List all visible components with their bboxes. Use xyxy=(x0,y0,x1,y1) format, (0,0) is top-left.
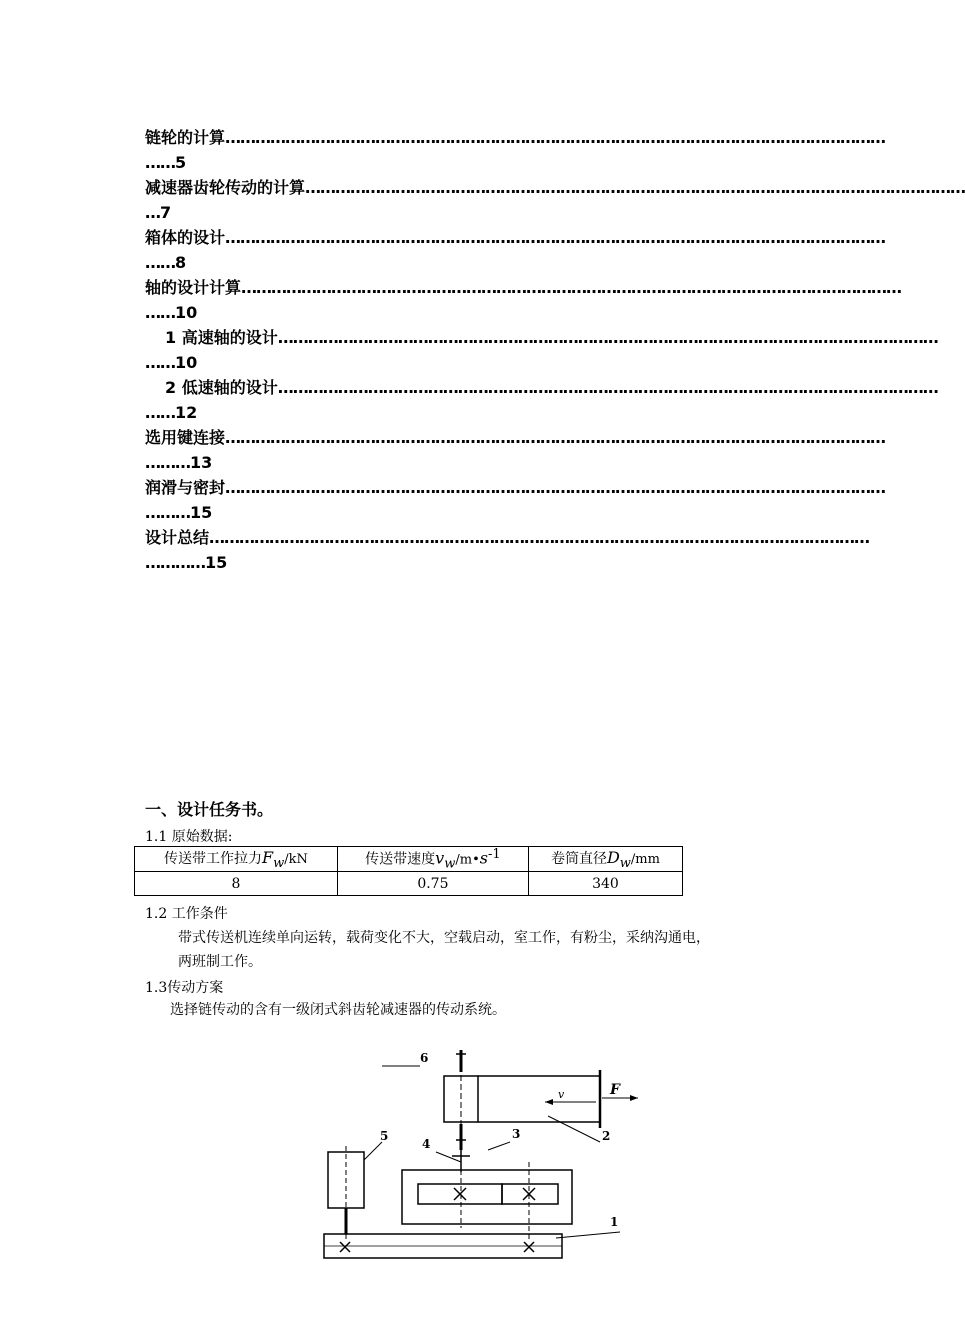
toc-title: 润滑与密封 xyxy=(145,478,226,497)
label-2: 2 xyxy=(602,1129,611,1143)
toc-title: 链轮的计算 xyxy=(145,128,226,147)
header-drum-diameter: 卷筒直径$D_w/mm$ xyxy=(528,847,682,872)
scheme-description: 选择链传动的含有一级闭式斜齿轮减速器的传动系统。 xyxy=(170,1002,506,1018)
toc-page: 5 xyxy=(175,153,187,172)
value-drum-diameter: 340 xyxy=(528,872,682,896)
value-belt-speed: 0.75 xyxy=(337,872,528,896)
subsection-transmission-scheme: 1.3传动方案 xyxy=(145,980,224,996)
toc-title: 减速器齿轮传动的计算 xyxy=(145,178,306,197)
conditions-line-2: 两班制工作。 xyxy=(178,954,262,970)
large-pulley-cross xyxy=(524,1242,534,1252)
value-pull-force: 8 xyxy=(135,872,338,896)
subsection-raw-data: 1.1 原始数据: xyxy=(145,829,233,845)
toc-page: 7 xyxy=(160,203,172,222)
leader-5 xyxy=(364,1142,382,1160)
label-1: 1 xyxy=(610,1215,619,1229)
toc-entry[interactable]: 轴的设计计算 …………………………………………………………………………………………………………………… ……10 xyxy=(145,275,810,325)
table-row xyxy=(135,872,683,896)
toc-entry[interactable]: 润滑与密封 …………………………………………………………………………………………………………………… ………15 xyxy=(145,475,810,525)
toc-entry[interactable]: 链轮的计算 …………………………………………………………………………………………………………………… ……5 xyxy=(145,125,810,175)
leader-4 xyxy=(436,1152,461,1162)
toc-page: 15 xyxy=(205,553,228,572)
subsection-working-conditions: 1.2 工作条件 xyxy=(145,906,228,922)
toc-entry[interactable]: 2 低速轴的设计 …………………………………………………………………………………………………………………… ……12 xyxy=(145,375,810,425)
header-pull-force: 传送带工作拉力$F_w/kN$ xyxy=(135,847,338,872)
leader-3 xyxy=(488,1142,510,1150)
conditions-line-1: 带式传送机连续单向运转，载荷变化不大，空载启动，室工作，有粉尘，采纳沟通电， xyxy=(178,930,710,946)
toc-title: 箱体的设计 xyxy=(145,228,226,247)
toc-entry[interactable]: 设计总结 …………………………………………………………………………………………………………………… …………15 xyxy=(145,525,810,575)
transmission-diagram xyxy=(320,1042,650,1268)
toc-page: 13 xyxy=(190,453,213,472)
small-pulley-cross xyxy=(340,1242,350,1252)
label-6: 6 xyxy=(420,1051,429,1065)
f-arrowhead xyxy=(630,1095,638,1101)
raw-data-table xyxy=(134,846,683,896)
toc-page: 12 xyxy=(175,403,198,422)
toc-title: 选用键连接 xyxy=(145,428,226,447)
toc-entry[interactable]: 1 高速轴的设计 …………………………………………………………………………………………………………………… ……10 xyxy=(145,325,810,375)
toc-entry[interactable]: 选用键连接 …………………………………………………………………………………………………………………… ………13 xyxy=(145,425,810,475)
toc-entry[interactable]: 减速器齿轮传动的计算 …………………………………………………………………………………………………………………… …7 xyxy=(145,175,810,225)
toc-page: 10 xyxy=(175,353,198,372)
reducer-3 xyxy=(402,1170,572,1224)
leader-1 xyxy=(556,1232,620,1238)
toc-title: 1 高速轴的设计 xyxy=(165,328,278,347)
label-4: 4 xyxy=(422,1137,431,1151)
header-belt-speed: 传送带速度$v_w/m•s^{-1}$ xyxy=(337,847,528,872)
toc-page: 15 xyxy=(190,503,213,522)
toc-page: 10 xyxy=(175,303,198,322)
label-3: 3 xyxy=(512,1127,521,1141)
toc-title: 2 低速轴的设计 xyxy=(165,378,278,397)
table-of-contents xyxy=(145,125,965,575)
toc-title: 轴的设计计算 xyxy=(145,278,242,297)
section-title: 一、设计任务书。 xyxy=(145,800,274,819)
table-header-row xyxy=(135,847,683,872)
toc-page: 8 xyxy=(175,253,187,272)
label-5: 5 xyxy=(380,1129,389,1143)
label-f: F xyxy=(610,1082,620,1098)
toc-entry[interactable]: 箱体的设计 …………………………………………………………………………………………………………………… ……8 xyxy=(145,225,810,275)
v-arrowhead xyxy=(545,1099,553,1105)
label-v: v xyxy=(558,1088,565,1101)
leader-2 xyxy=(548,1116,600,1142)
gear-1-cross xyxy=(454,1188,466,1200)
toc-title: 设计总结 xyxy=(145,528,210,547)
